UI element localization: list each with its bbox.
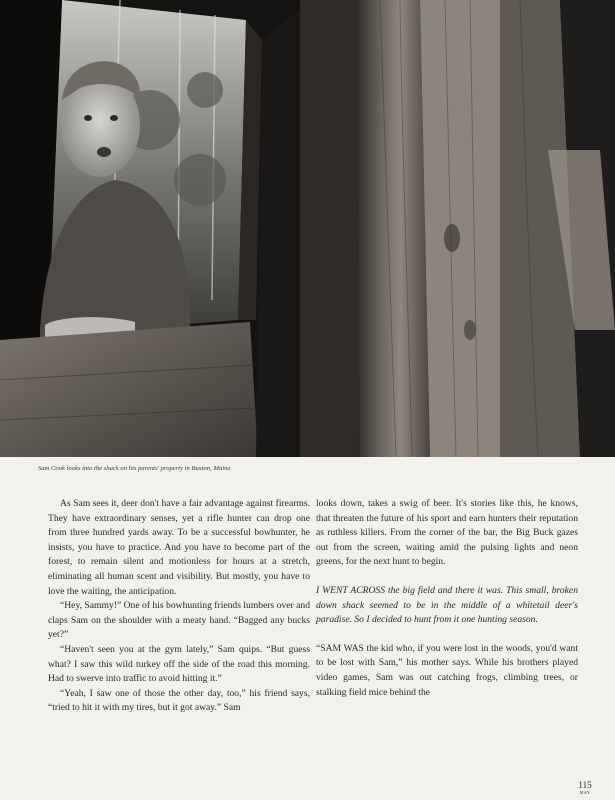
page-month: MAY [579,790,591,795]
italic-quote: I WENT ACROSS the big field and there it was. This small, broken down shack seemed to be in the middle of a whitetail deer's paradise. So I decided to hunt from it one hunting season. [316,584,578,626]
paragraph: “SAM WAS the kid who, if you were lost in the woods, you'd want to be lost with Sam,” his mother says. While his brothers played video games, Sam was out catching frogs, climbing trees, or stalking field mice behind the [316,642,578,698]
right-column [316,497,578,700]
page-number [570,781,600,797]
paragraph: “Hey, Sammy!” One of his bowhunting friends lumbers over and claps Sam on the shoulder with a meaty hand. “Bagged any bucks yet?” [48,600,310,641]
page-number-value: 115 [578,780,592,790]
paragraph: As Sam sees it, deer don't have a fair advantage against firearms. They have extraordinary senses, yet a rifle hunter can drop one from three hundred yards away. To be a successful bowhunter, he insists, you have to practice. And you have to become part of the forest, to remain silent and motionless for hours at a stretch, eliminating all human scent and visibility. But mostly, you have to love the waiting, the anticipation. [48,498,310,597]
left-column [48,497,310,716]
paragraph: “Yeah, I saw one of those the other day, too,” his friend says, “tried to hit it with my tires, but it got away.” Sam [48,687,310,714]
photo-caption: Sam Cook looks into the shack on his parents' property in Buxton, Maine. [38,465,232,472]
paragraph: “Haven't seen you at the gym lately,” Sam quips. “But guess what? I saw this wild turkey off the side of the road this morning. Had to swerve into traffic to avoid hitting it.” [48,643,310,685]
paragraph: looks down, takes a swig of beer. It's stories like this, he knows, that threaten the future of his sport and earn hunters their reputation as ruthless killers. From the corner of the bar, the Big Buck gazes out from the screen, waiting amid the pulsing lights and neon greens, for the next hunt to begin. [316,498,578,568]
